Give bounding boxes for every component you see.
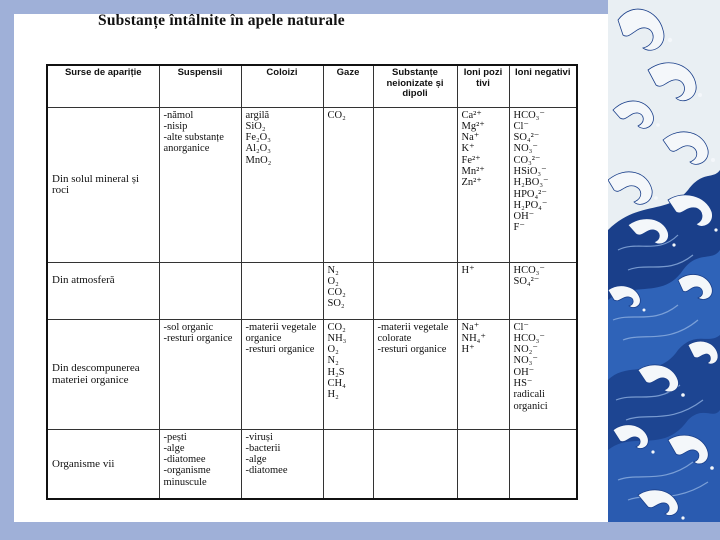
header-colloids: Coloizi xyxy=(241,65,323,107)
header-negative-ions: Ioni negativi xyxy=(509,65,577,107)
cell-nonionized xyxy=(373,429,457,499)
cell-nonionized xyxy=(373,107,457,262)
substances-table xyxy=(46,64,578,500)
table-header-row xyxy=(47,65,577,107)
cell-nonionized: -materii vegetale colorate -resturi organice xyxy=(373,319,457,429)
cell-source: Din descompunerea materiei organice xyxy=(47,319,159,429)
cell-negative-ions: HCO₃⁻ Cl⁻ SO₄²⁻ NO₃⁻ CO₃²⁻ HSiO₃⁻ H₂BO₃⁻ HPO₄²⁻ H₂PO₄⁻ OH⁻ F⁻ xyxy=(509,107,577,262)
cell-suspensions: -sol organic -resturi organice xyxy=(159,319,241,429)
cell-gases: N₂ O₂ CO₂ SO₂ xyxy=(323,262,373,319)
table-row xyxy=(47,319,577,429)
header-positive-ions: Ioni pozi tivi xyxy=(457,65,509,107)
cell-positive-ions xyxy=(457,429,509,499)
page-title: Substanțe întâlnite în apele naturale xyxy=(98,12,345,29)
cell-source: Din solul mineral și roci xyxy=(47,107,159,262)
cell-positive-ions: H⁺ xyxy=(457,262,509,319)
cell-positive-ions: Na⁺ NH₄⁺ H⁺ xyxy=(457,319,509,429)
cell-colloids: -materii vegetale organice -resturi organice xyxy=(241,319,323,429)
table-row xyxy=(47,107,577,262)
cell-suspensions xyxy=(159,262,241,319)
cell-colloids: -viruși -bacterii -alge -diatomee xyxy=(241,429,323,499)
cell-colloids xyxy=(241,262,323,319)
cell-negative-ions: Cl⁻ HCO₃⁻ NO₂⁻ NO₃⁻ OH⁻ HS⁻ radicali organici xyxy=(509,319,577,429)
header-nonionized: Substanțe neionizate și dipoli xyxy=(373,65,457,107)
cell-positive-ions: Ca²⁺ Mg²⁺ Na⁺ K⁺ Fe²⁺ Mn²⁺ Zn²⁺ xyxy=(457,107,509,262)
frame-left-bar xyxy=(0,0,14,540)
cell-suspensions: -pești -alge -diatomee -organisme minuscule xyxy=(159,429,241,499)
cell-gases: CO₂ NH₃ O₂ N₂ H₂S CH₄ H₂ xyxy=(323,319,373,429)
table-row xyxy=(47,429,577,499)
cell-source: Din atmosferă xyxy=(47,262,159,319)
frame-bottom-bar xyxy=(0,522,720,540)
cell-nonionized xyxy=(373,262,457,319)
cell-gases xyxy=(323,429,373,499)
cell-negative-ions: HCO₃⁻ SO₄²⁻ xyxy=(509,262,577,319)
cell-gases: CO₂ xyxy=(323,107,373,262)
cell-colloids: argilă SiO₂ Fe₂O₃ Al₂O₃ MnO₂ xyxy=(241,107,323,262)
header-gases: Gaze xyxy=(323,65,373,107)
header-source: Surse de apariție xyxy=(47,65,159,107)
table-row xyxy=(47,262,577,319)
great-wave-icon xyxy=(608,0,720,522)
cell-negative-ions xyxy=(509,429,577,499)
cell-suspensions: -nămol -nisip -alte substanțe anorganice xyxy=(159,107,241,262)
header-suspensions: Suspensii xyxy=(159,65,241,107)
cell-source: Organisme vii xyxy=(47,429,159,499)
